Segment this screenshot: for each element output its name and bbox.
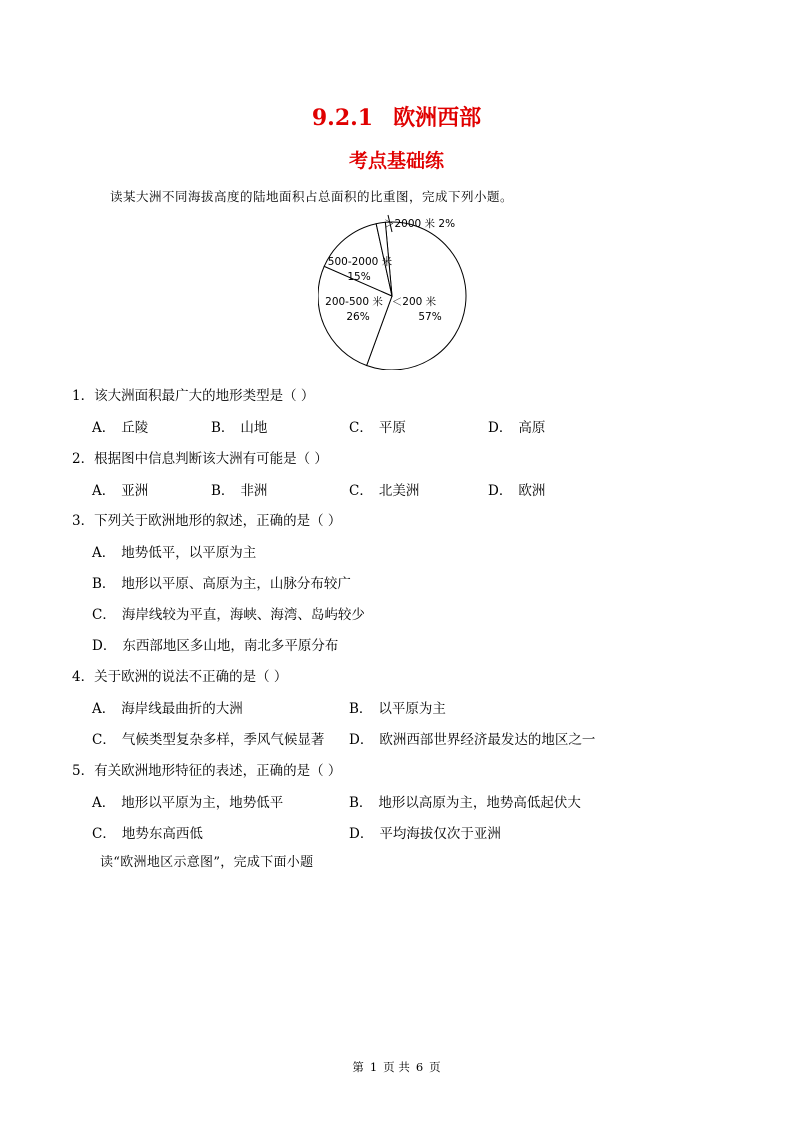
slice-label-lt200: ＜200 米 (391, 296, 437, 308)
question-number: 1． (72, 388, 95, 404)
question-2-option-d[interactable] (488, 479, 545, 499)
question-5-option-b[interactable] (349, 791, 581, 811)
slice-value-500-2000: 15% (347, 271, 371, 283)
footer-middle: 页 共 (383, 1060, 410, 1074)
footer-prefix: 第 (352, 1060, 364, 1074)
option-letter: B． (349, 795, 373, 811)
question-text: 关于欧洲的说法不正确的是（ ） (94, 669, 288, 685)
option-letter: C． (349, 483, 373, 499)
question-number: 4． (72, 669, 95, 685)
question-5-option-c[interactable] (92, 822, 203, 842)
section-number: 9.2.1 (311, 105, 374, 131)
slice-value-lt200: 57% (418, 311, 442, 323)
question-4-option-c[interactable] (92, 728, 324, 748)
option-letter: B． (211, 420, 235, 436)
option-text: 平均海拔仅次于亚洲 (379, 826, 501, 842)
page-title (0, 101, 793, 132)
option-text: 非洲 (240, 483, 268, 499)
option-text: 地形以平原为主，地势低平 (121, 795, 284, 811)
pie-chart (318, 212, 478, 370)
intro-text: 读某大洲不同海拔高度的陆地面积占总面积的比重图，完成下列小题。 (110, 189, 514, 204)
slice-value-200-500: 26% (346, 311, 370, 323)
option-text: 北美洲 (378, 483, 420, 499)
option-letter: B． (349, 701, 373, 717)
option-text: 亚洲 (121, 483, 149, 499)
option-text: 地形以高原为主，地势高低起伏大 (378, 795, 581, 811)
question-1-option-c[interactable] (349, 416, 406, 436)
question-2 (72, 447, 328, 467)
question-5-option-d[interactable] (349, 822, 501, 842)
question-text: 下列关于欧洲地形的叙述，正确的是（ ） (94, 513, 342, 529)
option-text: 欧洲西部世界经济最发达的地区之一 (379, 732, 596, 748)
question-3-option-c[interactable] (92, 603, 365, 623)
option-text: 海岸线最曲折的大洲 (121, 701, 243, 717)
question-5-option-a[interactable] (92, 791, 283, 811)
option-letter: A． (92, 701, 116, 717)
question-3 (72, 509, 341, 529)
option-text: 气候类型复杂多样，季风气候显著 (121, 732, 325, 748)
option-letter: A． (92, 420, 116, 436)
question-2-option-b[interactable] (211, 479, 267, 499)
option-text: 海岸线较为平直，海峡、海湾、岛屿较少 (121, 607, 365, 623)
question-number: 3． (72, 513, 95, 529)
option-letter: D． (488, 483, 513, 499)
option-text: 高原 (518, 420, 546, 436)
section-title: 欧洲西部 (393, 105, 482, 131)
question-5 (72, 759, 341, 779)
footer-total-pages: 6 (415, 1060, 424, 1074)
option-letter: C． (92, 826, 116, 842)
option-text: 以平原为主 (378, 701, 446, 717)
option-letter: A． (92, 545, 116, 561)
question-number: 5． (72, 763, 95, 779)
question-4-option-d[interactable] (349, 728, 595, 748)
footer-suffix: 页 (429, 1060, 441, 1074)
question-1-option-d[interactable] (488, 416, 545, 436)
option-text: 地势低平，以平原为主 (121, 545, 257, 561)
option-letter: D． (488, 420, 513, 436)
page-footer (0, 1059, 793, 1075)
option-letter: A． (92, 795, 116, 811)
question-4-option-b[interactable] (349, 697, 446, 717)
option-letter: C． (92, 732, 116, 748)
question-text: 该大洲面积最广大的地形类型是（ ） (94, 388, 315, 404)
option-text: 地形以平原、高原为主，山脉分布较广 (121, 576, 351, 592)
question-4-option-a[interactable] (92, 697, 243, 717)
slice-label-200-500: 200-500 米 (325, 296, 383, 308)
option-letter: B． (92, 576, 116, 592)
question-2-option-a[interactable] (92, 479, 148, 499)
question-2-option-c[interactable] (349, 479, 419, 499)
slice-label-500-2000: 500-2000 米 (327, 256, 393, 268)
question-1-option-b[interactable] (211, 416, 267, 436)
option-text: 丘陵 (121, 420, 149, 436)
question-1 (72, 384, 314, 404)
question-text: 有关欧洲地形特征的表述，正确的是（ ） (94, 763, 342, 779)
intro-text-2: 读“欧洲地区示意图”，完成下面小题 (100, 855, 314, 870)
option-letter: D． (349, 732, 374, 748)
question-3-option-b[interactable] (92, 572, 351, 592)
question-text: 根据图中信息判断该大洲有可能是（ ） (94, 451, 328, 467)
option-letter: B． (211, 483, 235, 499)
option-letter: D． (92, 638, 117, 654)
slice-label-gt2000: ＞2000 米 2% (384, 218, 456, 230)
question-number: 2． (72, 451, 95, 467)
footer-page-number: 1 (369, 1060, 378, 1074)
page-subtitle: 考点基础练 (348, 150, 444, 172)
question-3-option-d[interactable] (92, 634, 338, 654)
option-text: 东西部地区多山地，南北多平原分布 (122, 638, 339, 654)
option-text: 欧洲 (518, 483, 546, 499)
question-4 (72, 665, 287, 685)
option-letter: C． (92, 607, 116, 623)
option-letter: D． (349, 826, 374, 842)
option-text: 地势东高西低 (121, 826, 203, 842)
option-letter: A． (92, 483, 116, 499)
question-3-option-a[interactable] (92, 541, 256, 561)
option-text: 山地 (240, 420, 268, 436)
option-letter: C． (349, 420, 373, 436)
question-1-option-a[interactable] (92, 416, 148, 436)
option-text: 平原 (378, 420, 406, 436)
